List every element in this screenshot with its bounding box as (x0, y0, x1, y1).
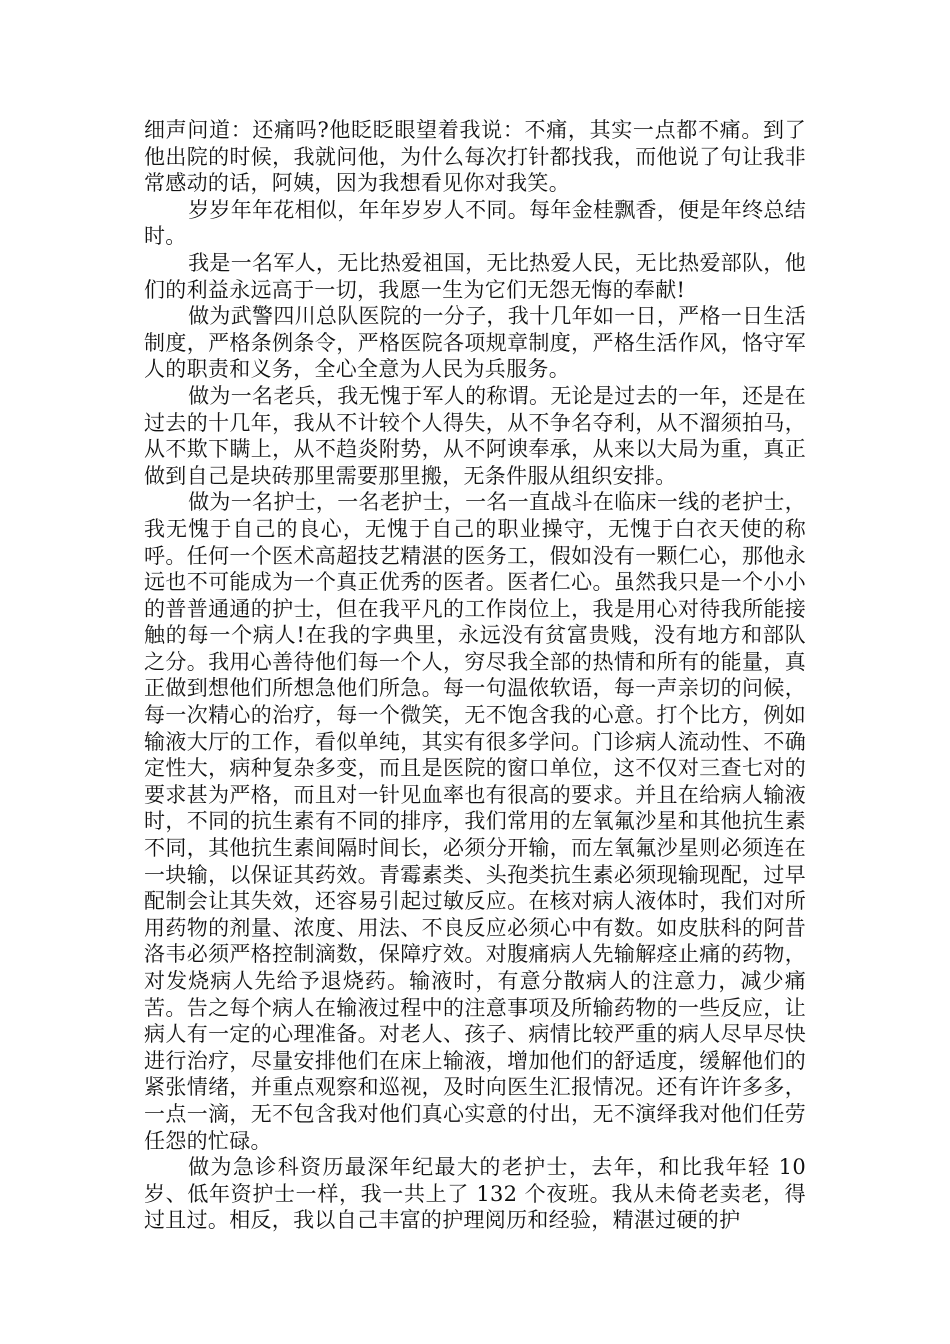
paragraph: 做为武警四川总队医院的一分子，我十几年如一日，严格一日生活制度，严格条例条令，严格医院各项规章制度，严格生活作风，恪守军人的职责和义务，全心全意为人民为兵服务。 (144, 304, 806, 382)
paragraph: 岁岁年年花相似，年年岁岁人不同。每年金桂飘香，便是年终总结时。 (144, 197, 806, 249)
paragraph: 做为急诊科资历最深年纪最大的老护士，去年，和比我年轻 10 岁、低年资护士一样，我一共上了 132 个夜班。我从未倚老卖老，得过且过。相反，我以自己丰富的护理阅历和经验，精湛过硬的护 (144, 1155, 806, 1233)
document-body (144, 117, 806, 1234)
paragraph: 细声问道：还痛吗?他眨眨眼望着我说：不痛，其实一点都不痛。到了他出院的时候，我就问他，为什么每次打针都找我，而他说了句让我非常感动的话，阿姨，因为我想看见你对我笑。 (144, 118, 806, 196)
paragraph: 做为一名老兵，我无愧于军人的称谓。无论是过去的一年，还是在过去的十几年，我从不计较个人得失，从不争名夺利，从不溜须拍马，从不欺下瞒上，从不趋炎附势，从不阿谀奉承，从来以大局为重，真正做到自己是块砖那里需要那里搬，无条件服从组织安排。 (144, 383, 806, 488)
paragraph: 做为一名护士，一名老护士，一名一直战斗在临床一线的老护士，我无愧于自己的良心，无愧于自己的职业操守，无愧于白衣天使的称呼。任何一个医术高超技艺精湛的医务工，假如没有一颗仁心，那他永远也不可能成为一个真正优秀的医者。医者仁心。虽然我只是一个小小的普普通通的护士，但在我平凡的工作岗位上，我是用心对待我所能接触的每一个病人!在我的字典里，永远没有贫富贵贱，没有地方和部队之分。我用心善待他们每一个人，穷尽我全部的热情和所有的能量，真正做到想他们所想急他们所急。每一句温侬软语，每一声亲切的问候，每一次精心的治疗，每一个微笑，无不饱含我的心意。打个比方，例如输液大厅的工作，看似单纯，其实有很多学问。门诊病人流动性、不确定性大，病种复杂多变，而且是医院的窗口单位，这不仅对三查七对的要求甚为严格，而且对一针见血率也有很高的要求。并且在给病人输液时，不同的抗生素有不同的排序，我们常用的左氧氟沙星和其他抗生素不同，其他抗生素间隔时间长，必须分开输，而左氧氟沙星则必须连在一块输，以保证其药效。青霉素类、头孢类抗生素必须现输现配，过早配制会让其失效，还容易引起过敏反应。在核对病人液体时，我们对所用药物的剂量、浓度、用法、不良反应必须心中有数。如皮肤科的阿昔洛韦必须严格控制滴数，保障疗效。对腹痛病人先输解痉止痛的药物，对发烧病人先给予退烧药。输液时，有意分散病人的注意力，减少痛苦。告之每个病人在输液过程中的注意事项及所输药物的一些反应，让病人有一定的心理准备。对老人、孩子、病情比较严重的病人尽早尽快进行治疗，尽量安排他们在床上输液，增加他们的舒适度，缓解他们的紧张情绪，并重点观察和巡视，及时向医生汇报情况。还有许许多多，一点一滴，无不包含我对他们真心实意的付出，无不演绎我对他们任劳任怨的忙碌。 (144, 490, 806, 1153)
paragraph: 我是一名军人，无比热爱祖国，无比热爱人民，无比热爱部队，他们的利益永远高于一切，我愿一生为它们无怨无悔的奉献! (144, 250, 806, 302)
